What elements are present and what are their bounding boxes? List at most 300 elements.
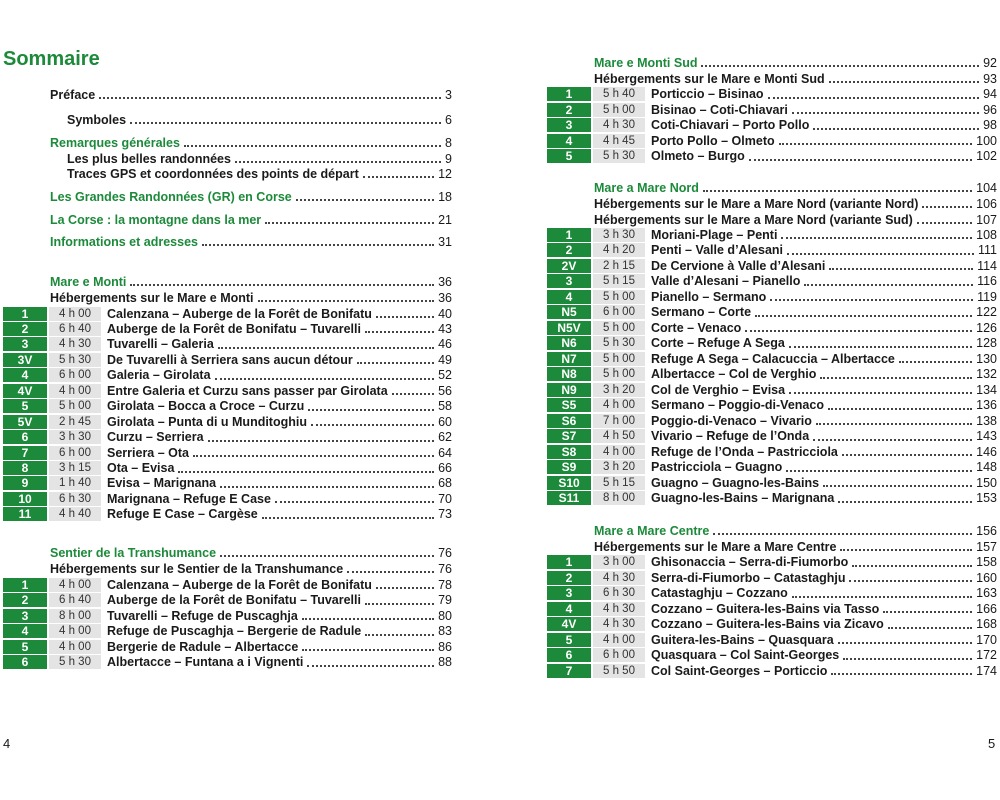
- leader-dots: [365, 603, 434, 605]
- stage-duration: 5 h 00: [593, 290, 645, 304]
- stage-duration: 5 h 00: [593, 352, 645, 366]
- leader-dots: [828, 408, 972, 410]
- entry-label: Hébergements sur le Mare a Mare Centre: [594, 540, 837, 554]
- stage-number-badge: 1: [547, 228, 591, 242]
- stage-page-number: 78: [438, 577, 452, 592]
- stage-duration: 3 h 15: [49, 461, 101, 475]
- stage-duration: 3 h 20: [593, 383, 645, 397]
- entry-page-number: 93: [983, 72, 997, 86]
- leader-dots: [813, 439, 972, 441]
- stage-entry[interactable]: [547, 413, 997, 428]
- stage-page-number: 68: [438, 476, 452, 491]
- leader-dots: [813, 128, 979, 130]
- stage-label: Galeria – Girolata: [107, 368, 211, 383]
- stage-label: Cozzano – Guitera-les-Bains via Tasso: [651, 601, 880, 616]
- lodging-entry[interactable]: [594, 70, 997, 86]
- section-heading[interactable]: [594, 54, 997, 70]
- stage-number-badge: N8: [547, 367, 591, 381]
- stage-page-number: 56: [438, 383, 452, 398]
- leader-dots: [184, 145, 441, 147]
- leader-dots: [202, 244, 434, 246]
- stage-duration: 4 h 30: [49, 337, 101, 351]
- stage-entry[interactable]: [547, 601, 997, 616]
- stage-label: Cozzano – Guitera-les-Bains via Zicavo: [651, 617, 884, 631]
- stage-page-number: 49: [438, 352, 452, 367]
- stage-duration: 2 h 45: [49, 415, 101, 429]
- stage-entry[interactable]: [547, 429, 997, 444]
- stage-number-badge: S6: [547, 414, 591, 428]
- lodging-entry[interactable]: [594, 195, 997, 211]
- toc-entry[interactable]: [67, 165, 452, 181]
- stage-entry[interactable]: [547, 305, 997, 320]
- section-heading[interactable]: [50, 273, 452, 289]
- stage-entry[interactable]: [547, 491, 997, 506]
- leader-dots: [713, 533, 972, 535]
- entry-page-number: 107: [976, 212, 997, 227]
- entry-page-number: 92: [983, 56, 997, 70]
- stage-label: Vivario – Refuge de l’Onda: [651, 429, 810, 443]
- stage-entry[interactable]: [547, 382, 997, 397]
- stage-page-number: 40: [438, 306, 452, 321]
- leader-dots: [265, 222, 434, 224]
- stage-page-number: 126: [976, 320, 997, 335]
- stage-page-number: 122: [976, 305, 997, 319]
- entry-page-number: 76: [438, 562, 452, 577]
- stage-label: Col Saint-Georges – Porticcio: [651, 663, 828, 678]
- stage-entry[interactable]: [547, 243, 997, 258]
- stage-duration: 5 h 40: [593, 87, 645, 101]
- leader-dots: [215, 378, 435, 380]
- stage-entry[interactable]: [3, 414, 452, 429]
- leader-dots: [831, 673, 972, 675]
- stage-label: Coti-Chiavari – Porto Pollo: [651, 118, 810, 132]
- stage-label: Ota – Evisa: [107, 461, 175, 475]
- leader-dots: [838, 501, 972, 503]
- stage-label: Albertacce – Col de Verghio: [651, 367, 817, 381]
- leader-dots: [130, 122, 441, 124]
- leader-dots: [701, 65, 979, 67]
- stage-entry[interactable]: [3, 593, 452, 608]
- stage-page-number: 163: [976, 586, 997, 600]
- stage-duration: 6 h 40: [49, 322, 101, 336]
- stage-entry[interactable]: [3, 639, 452, 654]
- stage-number-badge: 7: [547, 664, 591, 678]
- leader-dots: [392, 393, 434, 395]
- leader-dots: [308, 409, 434, 411]
- entry-page-number: 21: [438, 213, 452, 227]
- stage-label: Pianello – Sermano: [651, 289, 767, 304]
- stage-page-number: 88: [438, 655, 452, 670]
- stage-label: Tuvarelli – Galeria: [107, 337, 214, 352]
- leader-dots: [220, 486, 434, 488]
- leader-dots: [840, 549, 972, 551]
- stage-label: Sermano – Corte: [651, 305, 752, 319]
- leader-dots: [376, 587, 434, 589]
- entry-page-number: 156: [976, 524, 997, 538]
- leader-dots: [922, 206, 972, 208]
- stage-duration: 4 h 00: [49, 578, 101, 592]
- stage-entry[interactable]: [547, 586, 997, 601]
- lodging-entry[interactable]: [594, 538, 997, 554]
- stage-page-number: 43: [438, 321, 452, 336]
- stage-page-number: 146: [976, 444, 997, 459]
- toc-entry[interactable]: [50, 134, 452, 150]
- stage-entry[interactable]: [547, 460, 997, 475]
- stage-entry[interactable]: [547, 351, 997, 366]
- entry-label: Symboles: [67, 113, 127, 127]
- toc-entry[interactable]: [67, 150, 452, 166]
- entry-label: Les Grandes Randonnées (GR) en Corse: [50, 190, 292, 204]
- stage-page-number: 83: [438, 624, 452, 639]
- page-number: 4: [3, 736, 11, 751]
- stage-label: Entre Galeria et Curzu sans passer par Girolata: [107, 383, 388, 398]
- leader-dots: [193, 455, 434, 457]
- stage-label: Porto Pollo – Olmeto: [651, 133, 775, 148]
- stage-label: Corte – Refuge A Sega: [651, 336, 785, 350]
- stage-label: Porticcio – Bisinao: [651, 87, 764, 101]
- stage-entry[interactable]: [547, 133, 997, 148]
- section-heading[interactable]: [594, 522, 997, 538]
- leader-dots: [376, 316, 434, 318]
- section-heading[interactable]: [50, 544, 452, 560]
- entry-label: Traces GPS et coordonnées des points de départ: [67, 167, 359, 181]
- stage-entry[interactable]: [547, 663, 997, 678]
- stage-number-badge: N6: [547, 336, 591, 350]
- stage-label: Albertacce – Funtana a i Vignenti: [107, 655, 304, 670]
- entry-label: Hébergements sur le Mare e Monti Sud: [594, 72, 825, 86]
- stage-page-number: 60: [438, 414, 452, 429]
- stage-number-badge: 2V: [547, 259, 591, 273]
- stage-duration: 3 h 30: [593, 228, 645, 242]
- leader-dots: [218, 347, 434, 349]
- stage-number-badge: S10: [547, 476, 591, 490]
- stage-duration: 6 h 30: [49, 492, 101, 506]
- leader-dots: [781, 237, 972, 239]
- page-title: Sommaire: [3, 48, 100, 70]
- stage-number-badge: 9: [3, 476, 47, 490]
- entry-page-number: 106: [976, 197, 997, 211]
- entry-label: Mare a Mare Centre: [594, 524, 710, 538]
- stage-entry[interactable]: [547, 320, 997, 335]
- stage-entry[interactable]: [547, 617, 997, 632]
- leader-dots: [745, 330, 972, 332]
- entry-label: Les plus belles randonnées: [67, 152, 231, 166]
- stage-duration: 4 h 00: [593, 445, 645, 459]
- stage-duration: 5 h 00: [49, 399, 101, 413]
- stage-label: Auberge de la Forêt de Bonifatu – Tuvarelli: [107, 321, 361, 336]
- stage-label: Refuge E Case – Cargèse: [107, 507, 258, 522]
- stage-entry[interactable]: [547, 648, 997, 663]
- leader-dots: [235, 161, 441, 163]
- entry-page-number: 8: [445, 136, 452, 150]
- toc-entry[interactable]: [50, 86, 452, 102]
- leader-dots: [888, 627, 972, 629]
- leader-dots: [842, 454, 972, 456]
- stage-number-badge: S9: [547, 460, 591, 474]
- stage-number-badge: 1: [547, 555, 591, 569]
- stage-duration: 4 h 00: [49, 307, 101, 321]
- stage-entry[interactable]: [3, 461, 452, 476]
- leader-dots: [787, 253, 974, 255]
- stage-duration: 6 h 00: [49, 368, 101, 382]
- stage-label: Guagno – Guagno-les-Bains: [651, 475, 820, 490]
- stage-page-number: 148: [976, 460, 997, 474]
- stage-entry[interactable]: [547, 475, 997, 490]
- leader-dots: [302, 618, 434, 620]
- stage-label: Girolata – Punta di u Munditoghiu: [107, 414, 307, 429]
- stage-number-badge: 4: [547, 602, 591, 616]
- stage-label: Serra-di-Fiumorbo – Catastaghju: [651, 570, 846, 585]
- stage-number-badge: 3: [547, 274, 591, 288]
- stage-entry[interactable]: [3, 352, 452, 367]
- stage-page-number: 102: [976, 149, 997, 163]
- stage-duration: 6 h 30: [593, 586, 645, 600]
- stage-entry[interactable]: [3, 337, 452, 352]
- stage-page-number: 80: [438, 608, 452, 623]
- stage-duration: 4 h 00: [49, 624, 101, 638]
- stage-duration: 4 h 00: [593, 398, 645, 412]
- stage-duration: 4 h 30: [593, 118, 645, 132]
- leader-dots: [789, 346, 972, 348]
- page-number: 5: [988, 736, 996, 751]
- stage-number-badge: S5: [547, 398, 591, 412]
- section-heading[interactable]: [594, 179, 997, 195]
- entry-page-number: 157: [976, 540, 997, 554]
- stage-number-badge: 5: [3, 640, 47, 654]
- stage-number-badge: N9: [547, 383, 591, 397]
- leader-dots: [768, 97, 980, 99]
- stage-entry[interactable]: [3, 445, 452, 460]
- stage-number-badge: 1: [3, 578, 47, 592]
- stage-entry[interactable]: [547, 632, 997, 647]
- stage-number-badge: 2: [547, 243, 591, 257]
- leader-dots: [779, 143, 973, 145]
- leader-dots: [820, 377, 972, 379]
- stage-page-number: 168: [976, 617, 997, 631]
- stage-duration: 2 h 15: [593, 259, 645, 273]
- entry-page-number: 36: [438, 275, 452, 289]
- stage-entry[interactable]: [547, 258, 997, 273]
- stage-entry[interactable]: [3, 608, 452, 623]
- stage-label: Catastaghju – Cozzano: [651, 586, 788, 600]
- stage-label: Auberge de la Forêt de Bonifatu – Tuvarelli: [107, 593, 361, 608]
- stage-entry[interactable]: [547, 149, 997, 164]
- entry-label: Mare a Mare Nord: [594, 181, 699, 195]
- stage-duration: 5 h 30: [593, 149, 645, 163]
- entry-label: Préface: [50, 88, 96, 102]
- stage-number-badge: N5V: [547, 321, 591, 335]
- right-page: [500, 0, 1000, 800]
- stage-number-badge: 4V: [547, 617, 591, 631]
- stage-number-badge: 4: [547, 290, 591, 304]
- stage-duration: 4 h 45: [593, 134, 645, 148]
- leader-dots: [311, 424, 434, 426]
- entry-page-number: 18: [438, 190, 452, 204]
- stage-label: Tuvarelli – Refuge de Puscaghja: [107, 608, 298, 623]
- leader-dots: [792, 596, 972, 598]
- stage-entry[interactable]: [547, 398, 997, 413]
- entry-page-number: 36: [438, 291, 452, 305]
- stage-number-badge: 3: [547, 586, 591, 600]
- stage-entry[interactable]: [547, 87, 997, 102]
- leader-dots: [258, 300, 435, 302]
- stage-page-number: 128: [976, 336, 997, 350]
- stage-label: Pastricciola – Guagno: [651, 460, 783, 474]
- stage-page-number: 79: [438, 593, 452, 608]
- stage-label: Moriani-Plage – Penti: [651, 227, 778, 242]
- stage-page-number: 150: [976, 475, 997, 490]
- stage-entry[interactable]: [3, 655, 452, 670]
- stage-label: Bisinao – Coti-Chiavari: [651, 102, 788, 117]
- entry-label: Hébergements sur le Mare a Mare Nord (variante Sud): [594, 212, 913, 227]
- stage-duration: 4 h 00: [593, 633, 645, 647]
- leader-dots: [749, 159, 972, 161]
- entry-page-number: 12: [438, 167, 452, 181]
- stage-label: Olmeto – Burgo: [651, 149, 745, 163]
- stage-page-number: 94: [983, 87, 997, 101]
- stage-label: Calenzana – Auberge de la Forêt de Bonifatu: [107, 306, 372, 321]
- stage-page-number: 172: [976, 648, 997, 662]
- leader-dots: [792, 112, 979, 114]
- stage-duration: 4 h 20: [593, 243, 645, 257]
- stage-label: Refuge A Sega – Calacuccia – Albertacce: [651, 351, 895, 366]
- stage-page-number: 138: [976, 413, 997, 428]
- stage-entry[interactable]: [3, 491, 452, 506]
- stage-entry[interactable]: [547, 336, 997, 351]
- leader-dots: [829, 268, 973, 270]
- stage-entry[interactable]: [547, 227, 997, 242]
- stage-entry[interactable]: [3, 306, 452, 321]
- stage-page-number: 170: [976, 632, 997, 647]
- stage-entry[interactable]: [547, 570, 997, 585]
- stage-duration: 5 h 00: [593, 367, 645, 381]
- stage-label: Sermano – Poggio-di-Venaco: [651, 398, 824, 412]
- stage-label: Calenzana – Auberge de la Forêt de Bonifatu: [107, 577, 372, 592]
- entry-page-number: 31: [438, 235, 452, 249]
- stage-page-number: 96: [983, 102, 997, 117]
- toc-entry[interactable]: [67, 111, 452, 127]
- leader-dots: [347, 571, 434, 573]
- stage-number-badge: 1: [3, 307, 47, 321]
- stage-number-badge: 3: [3, 609, 47, 623]
- stage-entry[interactable]: [547, 444, 997, 459]
- stage-duration: 5 h 00: [593, 321, 645, 335]
- toc-entry[interactable]: [50, 188, 452, 204]
- stage-page-number: 58: [438, 399, 452, 414]
- stage-page-number: 64: [438, 445, 452, 460]
- stage-entry[interactable]: [3, 399, 452, 414]
- stage-entry[interactable]: [3, 476, 452, 491]
- stage-number-badge: S11: [547, 491, 591, 505]
- leader-dots: [786, 470, 972, 472]
- leader-dots: [275, 501, 434, 503]
- stage-page-number: 114: [977, 258, 997, 273]
- stage-page-number: 46: [438, 337, 452, 352]
- stage-label: Bergerie de Radule – Albertacce: [107, 639, 299, 654]
- stage-label: De Cervione à Valle d’Alesani: [651, 258, 826, 273]
- entry-label: Remarques générales: [50, 136, 180, 150]
- stage-entry[interactable]: [3, 321, 452, 336]
- leader-dots: [208, 440, 435, 442]
- stage-number-badge: 4: [3, 368, 47, 382]
- stage-entry[interactable]: [547, 289, 997, 304]
- stage-page-number: 158: [976, 555, 997, 569]
- stage-duration: 4 h 30: [593, 617, 645, 631]
- stage-page-number: 116: [977, 274, 997, 288]
- stage-number-badge: S7: [547, 429, 591, 443]
- entry-label: Hébergements sur le Sentier de la Transhumance: [50, 562, 344, 577]
- stage-number-badge: 5: [547, 149, 591, 163]
- stage-duration: 1 h 40: [49, 476, 101, 490]
- lodging-entry[interactable]: [50, 289, 452, 305]
- stage-page-number: 111: [977, 243, 997, 257]
- stage-number-badge: 5: [547, 633, 591, 647]
- stage-entry[interactable]: [547, 367, 997, 382]
- stage-entry[interactable]: [3, 383, 452, 398]
- stage-number-badge: 2: [547, 103, 591, 117]
- entry-label: Mare e Monti Sud: [594, 56, 698, 70]
- stage-label: Marignana – Refuge E Case: [107, 491, 271, 506]
- stage-number-badge: 4V: [3, 384, 47, 398]
- stage-entry[interactable]: [547, 555, 997, 570]
- stage-number-badge: 5: [3, 399, 47, 413]
- entry-label: Informations et adresses: [50, 235, 198, 249]
- stage-entry[interactable]: [3, 507, 452, 522]
- stage-label: De Tuvarelli à Serriera sans aucun détour: [107, 352, 353, 367]
- leader-dots: [178, 471, 434, 473]
- stage-page-number: 62: [438, 430, 452, 445]
- leader-dots: [755, 315, 972, 317]
- stage-number-badge: 3: [3, 337, 47, 351]
- stage-page-number: 166: [976, 601, 997, 616]
- stage-duration: 7 h 00: [593, 414, 645, 428]
- lodging-entry[interactable]: [594, 211, 997, 227]
- toc-entry[interactable]: [50, 233, 452, 249]
- stage-entry[interactable]: [547, 274, 997, 289]
- stage-entry[interactable]: [3, 368, 452, 383]
- stage-duration: 3 h 30: [49, 430, 101, 444]
- stage-number-badge: 7: [3, 446, 47, 460]
- stage-page-number: 174: [976, 663, 997, 678]
- stage-page-number: 153: [976, 491, 997, 505]
- leader-dots: [99, 97, 441, 99]
- stage-number-badge: 6: [3, 655, 47, 669]
- stage-page-number: 100: [976, 133, 997, 148]
- entry-label: Mare e Monti: [50, 275, 127, 289]
- stage-label: Valle d’Alesani – Pianello: [651, 274, 801, 288]
- stage-duration: 4 h 30: [593, 571, 645, 585]
- leader-dots: [849, 580, 972, 582]
- stage-entry[interactable]: [547, 118, 997, 133]
- leader-dots: [365, 331, 434, 333]
- stage-label: Corte – Venaco: [651, 320, 742, 335]
- stage-page-number: 134: [976, 382, 997, 397]
- lodging-entry[interactable]: [50, 560, 452, 576]
- stage-entry[interactable]: [3, 430, 452, 445]
- stage-number-badge: 11: [3, 507, 47, 521]
- stage-entry[interactable]: [547, 102, 997, 117]
- leader-dots: [703, 190, 972, 192]
- leader-dots: [365, 634, 434, 636]
- stage-label: Refuge de Puscaghja – Bergerie de Radule: [107, 624, 362, 639]
- toc-entry[interactable]: [50, 211, 452, 227]
- stage-duration: 8 h 00: [49, 609, 101, 623]
- stage-entry[interactable]: [3, 624, 452, 639]
- stage-duration: 4 h 50: [593, 429, 645, 443]
- stage-page-number: 73: [438, 507, 452, 522]
- stage-duration: 5 h 15: [593, 274, 645, 288]
- stage-entry[interactable]: [3, 577, 452, 592]
